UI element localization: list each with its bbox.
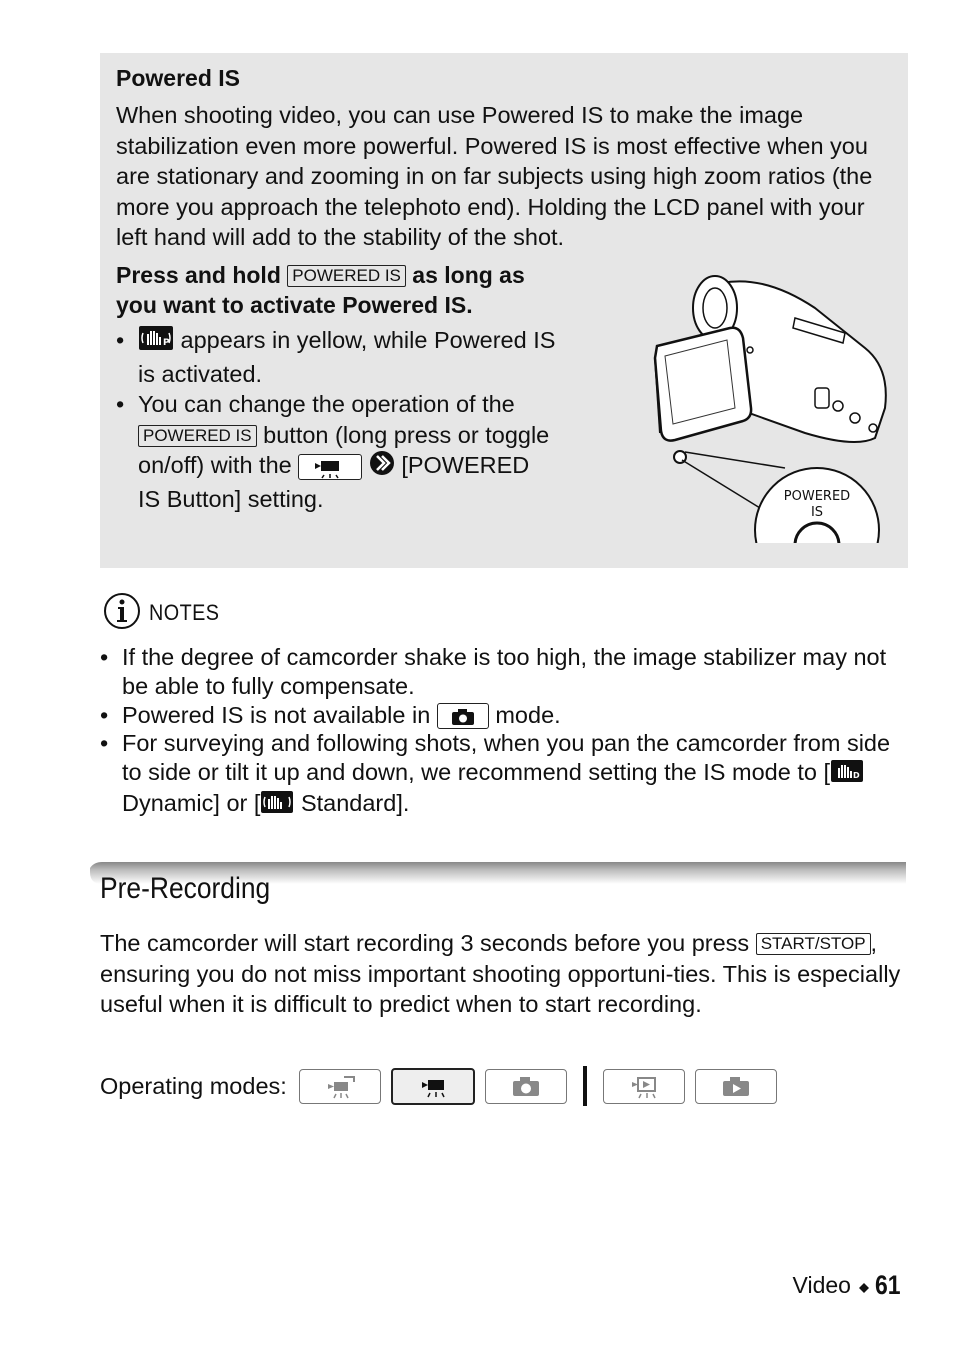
list-item: • P appears in yellow, while Powered IS is activated. [116, 325, 556, 389]
notes-label: NOTES [149, 600, 220, 625]
movie-mode-icon [298, 454, 362, 480]
press-hold-instruction: Press and hold POWERED IS as long as you want to activate Powered IS. [116, 262, 525, 318]
diamond-icon [859, 1272, 869, 1299]
section-paragraph: The camcorder will start recording 3 seconds before you press START/STOP , ensuring you do not miss important shooting opportuni-ties. This is especially useful when it is difficult to predict when to start recording. [100, 930, 901, 1017]
powered-is-key: POWERED IS [287, 265, 406, 287]
mode-separator [583, 1066, 587, 1106]
stabilizer-icon [260, 790, 294, 821]
page-footer [793, 1270, 905, 1301]
operating-modes [100, 1066, 787, 1106]
list-item: • For surveying and following shots, when you pan the camcorder from side to side or tilt it up and down, we recommend setting the IS mode to [ D Dynamic] or [ Standard]. [100, 729, 900, 820]
start-stop-key: START/STOP [756, 933, 871, 955]
stabilizer-icon [138, 325, 174, 359]
auto-movie-icon [299, 1069, 381, 1104]
powered-is-box [100, 53, 908, 568]
movie-mode-icon [391, 1068, 475, 1105]
stabilizer-icon [830, 759, 864, 790]
illustration-label: IS [810, 505, 824, 520]
footer-section: Video [792, 1272, 851, 1298]
box-bullets [116, 325, 556, 514]
list-item: • Powered IS is not available in mode. [100, 701, 900, 730]
section-title: Pre-Recording [100, 872, 271, 905]
playback-photo-icon [695, 1069, 777, 1104]
svg-text:P: • P [163, 338, 170, 349]
notes-header [103, 593, 227, 633]
arrow-right-icon [369, 450, 395, 484]
page-number: 61 [874, 1270, 901, 1300]
photo-icon [485, 1069, 567, 1104]
camcorder-illustration [555, 268, 900, 543]
list-item: • You can change the operation of the POWERED IS button (long press or toggle on/off) with the [POWERED IS Button] setting. [116, 389, 556, 514]
illustration-label: POWERED [783, 489, 851, 504]
svg-text:D: D [852, 770, 860, 780]
camera-icon [437, 703, 489, 729]
playback-movie-icon [603, 1069, 685, 1104]
box-paragraph: When shooting video, you can use Powered IS to make the image stabilization even more powerful. Powered IS is most effective when you are stationary and zooming in on far subjects using high zoom ratios (the more you approach the telephoto end). Holding the LCD panel with your left hand will add to the stability of the shot. [116, 102, 873, 250]
list-item: • If the degree of camcorder shake is too high, the image stabilizer may not be able to fully compensate. [100, 643, 900, 701]
notes-list [100, 643, 900, 821]
info-icon [103, 592, 141, 635]
operating-modes-label: Operating modes: [100, 1072, 287, 1099]
box-title: Powered IS [116, 65, 240, 91]
powered-is-key: POWERED IS [138, 425, 257, 447]
